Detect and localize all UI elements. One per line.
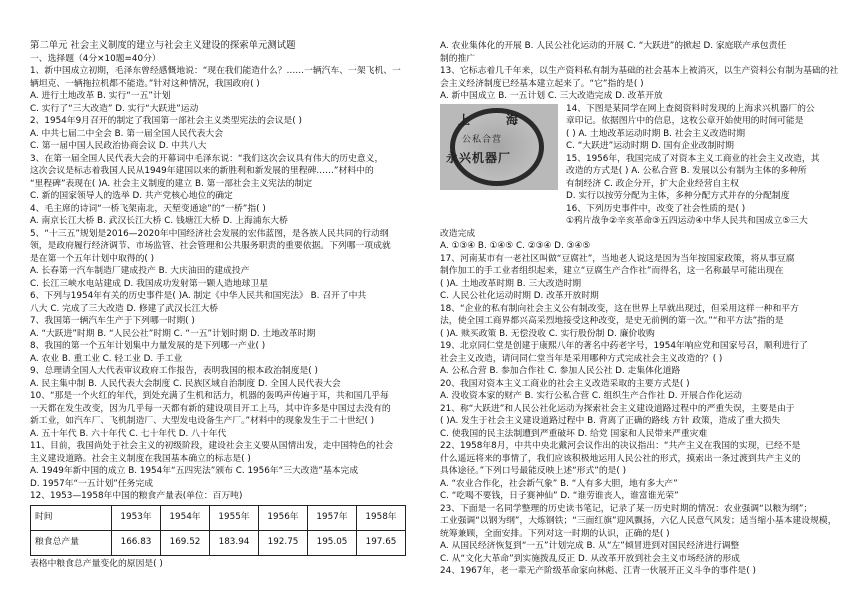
text-line: ( )A. 赎买政策 B. 无偿没收 C. 实行股份制 D. 廉价收购 bbox=[440, 328, 655, 339]
text-line: 10、“那是一个火红的年代，到处充满了生机和活力，机器的轰鸣声传遍于耳，共和国几乎每 bbox=[30, 391, 389, 401]
text-line: 16、下列历史事件中，改变了社会性质的是( ) bbox=[566, 203, 746, 214]
text-line: 11、目前，我国尚处于社会主义的初级阶段，建设社会主义要从国情出发，走中国特色的社会 bbox=[30, 441, 394, 451]
text-line: C. 使我国的民主法制遭到严重破坏 D. 给党 国家和人民带来严重灾难 bbox=[440, 428, 708, 439]
text-line: A. 没收资本家的财产 B. 实行公私合营 C. 组织生产合作社 D. 开展合作化运动 bbox=[440, 391, 742, 401]
text-line: 改造的方式是( ) A. 公私合营 B. 发展以公有制为主体的多种所 bbox=[566, 166, 807, 176]
text-line: 3、在第一届全国人民代表大会的开幕词中毛泽东说：“我们这次会议具有伟大的历史意义， bbox=[30, 153, 384, 164]
right-rest-text bbox=[440, 228, 838, 578]
text-line: A. 农业 B. 重工业 C. 轻工业 D. 手工业 bbox=[30, 353, 183, 364]
text-line: A. “大跃进”时期 B. “人民公社”时期 C. “一五”计划时期 D. 土地改革时期 bbox=[30, 328, 316, 339]
text-line: ( ) A. 土地改革运动时期 B. 社会主义改造时期 bbox=[566, 128, 746, 139]
table-value-cell: 192.75 bbox=[259, 530, 308, 555]
table-value-cell: 197.65 bbox=[357, 530, 406, 555]
right-top-text bbox=[440, 40, 838, 103]
seal-top-left-char: 上 bbox=[458, 112, 471, 127]
text-line: 6、下列与1954年有关的历史事件是( )A. 制定《中华人民共和国宪法》 B. 召开了中共 bbox=[30, 291, 367, 301]
table-year-cell: 1958年 bbox=[357, 505, 406, 530]
text-line: 新工业，如汽车厂、飞机制造厂、大型发电设备生产厂。”材料中的现象发生于二十世纪( ) bbox=[30, 416, 375, 426]
text-line: 17、河南某市有一老社区叫做“豆腐社”，当地老人说这是因为当年按国家政策，将从事豆腐 bbox=[440, 253, 795, 264]
text-line: 表格中粮食总产量变化的原因是( ) bbox=[30, 558, 163, 569]
text-line: 14、下图是某同学在网上查阅资料时发现的上海求兴机器厂的公 bbox=[566, 103, 815, 114]
text-line: 13、它标志着几千年来，以生产资料私有制为基础的社会基本上被消灭，以生产资料公有制为基础的社 bbox=[440, 66, 838, 76]
text-line: 2、1954年9月召开的制定了我国第一部社会主义类型宪法的会议是( ) bbox=[30, 116, 302, 126]
text-line: 这次会议是标志着我国人民从1949年建国以来的新胜利和新发展的里程碑……”材料中的 bbox=[30, 166, 374, 176]
text-line: 7、我国第一辆汽车生产于下列哪一时期( ) bbox=[30, 316, 195, 326]
text-line: 统筹兼顾，全面安排。下列对这一时期的认识，正确的是( ) bbox=[440, 528, 670, 539]
right-column bbox=[440, 40, 838, 578]
left-after-table-text bbox=[30, 558, 428, 571]
text-line: 1、新中国成立初期，毛泽东曾经感慨地说：“现在我们能造什么？……一辆汽车、一架飞机、一 bbox=[30, 66, 401, 76]
text-line: 12、1953—1958年中国的粮食产量表(单位：百万吨) bbox=[30, 491, 243, 501]
text-line: 工业强调“以钢为纲”，大炼钢铁；“三面红旗”迎风飘扬，六亿人民意气风发；适当缩小基本建设规模， bbox=[440, 516, 837, 526]
text-line: C. “吃喝不要钱，日子赛神仙” D. “谁劳谁丧人，谁富谁光荣” bbox=[440, 491, 679, 501]
text-line: A. 农业集体化的开展 B. 人民公社化运动的开展 C. “大跃进”的掀起 D. 家庭联产承包责任 bbox=[440, 41, 787, 51]
text-line: A. 民主集中制 B. 人民代表大会制度 C. 民族区域自治制度 D. 全国人民代表大会 bbox=[30, 378, 341, 389]
text-line: 21、称“大跃进”和人民公社化运动为探索社会主义建设道路过程中的严重失误，主要是由于 bbox=[440, 403, 795, 414]
table-value-cell: 195.05 bbox=[308, 530, 357, 555]
text-line: 主义建设道路。社会主义制度在我国基本确立的标志是( ) bbox=[30, 453, 251, 464]
text-line: 改造完成 bbox=[440, 228, 476, 239]
text-line: A. 南京长江大桥 B. 武汉长江大桥 C. 钱塘江大桥 D. 上海浦东大桥 bbox=[30, 216, 288, 226]
text-line: A. ①③④ B. ①④⑤ C. ②③④ D. ③④⑤ bbox=[440, 241, 591, 251]
seal-top-text bbox=[458, 114, 518, 127]
text-line: 5、“十三五”规划是2016—2020年中国经济社会发展的宏伟蓝图，是各族人民共同的行动纲 bbox=[30, 228, 389, 239]
text-line: C. 实行了“三大改造” D. 实行“大跃进”运动 bbox=[30, 103, 199, 114]
text-line: A. 公私合营 B. 参加合作社 C. 参加人民公社 D. 走集体化道路 bbox=[440, 366, 681, 376]
text-line: 有制经济 C. 政企分开，扩大企业经营自主权 bbox=[566, 178, 739, 189]
text-line: 会主义经济制度已经基本建立起来了。“它”指的是( ) bbox=[440, 78, 644, 89]
text-line: 4、毛主席的诗词“一桥飞架南北，天堑变通途”的“一桥”指( ) bbox=[30, 203, 266, 214]
text-line: 领，是政府履行经济调节、市场监管、社会管理和公共服务职责的重要依据。下列哪一项成就 bbox=[30, 241, 391, 251]
seal-middle-text: 公私合营 bbox=[462, 134, 503, 145]
table-value-cell: 183.94 bbox=[210, 530, 259, 555]
text-line: “里程碑”表现在( )A. 社会主义制度的建立 B. 第一部社会主义宪法的制定 bbox=[30, 178, 313, 189]
right-beside-seal-text bbox=[566, 103, 838, 228]
text-line: ( )A. 土地改革时期 B. 三大改造时期 bbox=[440, 278, 582, 289]
text-line: D. 1957年“一五计划”任务完成 bbox=[30, 478, 154, 489]
text-line: 9、总理请全国人大代表审议政府工作报告，表明我国的根本政治制度是( ) bbox=[30, 366, 318, 376]
seal-top-right-char: 海 bbox=[505, 112, 518, 127]
table-year-cell: 1957年 bbox=[308, 505, 357, 530]
text-line: ①鸦片战争②辛亥革命③五四运动④中华人民共和国成立⑤三大 bbox=[566, 216, 808, 226]
company-seal-image bbox=[440, 104, 558, 190]
text-line: 制作加工的手工业者组织起来，建立“豆腐生产合作社”而得名，这一名称最早可能出现在 bbox=[440, 266, 784, 276]
text-line: 什么遥远将来的事情了，我们应该积极地运用人民公社的形式，摸索出一条过渡到共产主义的 bbox=[440, 453, 801, 464]
text-line: ( )A. 发生于社会主义建设道路过程中 B. 背离了正确的路线 方针 政策，造成了重大损失 bbox=[440, 416, 781, 426]
left-column bbox=[30, 40, 428, 570]
text-line: 是在第一个五年计划中取得的( ) bbox=[30, 253, 155, 264]
text-line: 一、选择题（4分×10题=40分） bbox=[30, 53, 161, 64]
text-line: 章印记。依据图片中的信息，这枚公章开始使用的时间可能是 bbox=[566, 116, 804, 126]
text-line: A. 五十年代 B. 六十年代 C. 七十年代 D. 八十年代 bbox=[30, 428, 227, 439]
text-line: 第二单元 社会主义制度的建立与社会主义建设的探索单元测试题 bbox=[30, 40, 296, 51]
text-line: 23、下面是一名同学整理的历史读书笔记，记录了某一历史时期的情况：农业强调“以粮为纲”； bbox=[440, 503, 813, 514]
text-line: C. 新的国家领导人的选举 D. 共产党核心地位的确定 bbox=[30, 191, 233, 201]
text-line: 制的推广 bbox=[440, 53, 476, 64]
text-line: 八大 C. 完成了三大改造 D. 修建了武汉长江大桥 bbox=[30, 303, 219, 314]
text-line: 8、我国的第一个五年计划集中力量发展的是下列哪一产业( ) bbox=[30, 341, 266, 351]
text-line: 20、我国对资本主义工商业的社会主义改造采取的主要方式是( ) bbox=[440, 378, 690, 389]
table-year-cell: 1953年 bbox=[112, 505, 161, 530]
text-line: A. 长春第一汽车制造厂建成投产 B. 大庆油田的建成投产 bbox=[30, 266, 250, 276]
table-value-cell: 169.52 bbox=[161, 530, 210, 555]
seal-section bbox=[440, 103, 838, 228]
text-line: C. 第一届中国人民政治协商会议 D. 中共八大 bbox=[30, 141, 207, 151]
left-text-block bbox=[30, 40, 428, 503]
table-row-label: 粮食总产量 bbox=[31, 530, 112, 555]
text-line: A. 进行土地改革 B. 实行“一五”计划 bbox=[30, 91, 171, 101]
text-line: C. 从“文化大革命”到实施拨乱反正 D. 从改革开放到社会主义市场经济的形成 bbox=[440, 553, 740, 564]
table-row bbox=[31, 530, 406, 555]
grain-output-table bbox=[30, 505, 406, 556]
text-line: 18、“企业的私有制向社会主义公有制改变，这在世界上早就出现过，但采用这样一种和平方 bbox=[440, 303, 799, 314]
text-line: C. 长江三峡水电站建成 D. 我国成功发射第一颗人造地球卫星 bbox=[30, 278, 269, 289]
table-year-cell: 1955年 bbox=[210, 505, 259, 530]
text-line: A. 1949年新中国的成立 B. 1954年“五四宪法”颁布 C. 1956年“三大改造”基本完成 bbox=[30, 466, 359, 476]
text-line: D. 实行以按劳分配为主体，多种分配方式并存的分配制度 bbox=[566, 191, 790, 201]
table-year-cell: 1956年 bbox=[259, 505, 308, 530]
text-line: 15、1956年，我国完成了对资本主义工商业的社会主义改造，其 bbox=[566, 153, 820, 164]
text-line: A. 从国民经济恢复到“一五”计划完成 B. 从“左”倾冒进到对国民经济进行调整 bbox=[440, 541, 740, 551]
table-row bbox=[31, 505, 406, 530]
text-line: A. 中共七届二中全会 B. 第一届全国人民代表大会 bbox=[30, 128, 224, 139]
text-line: 24、1967年，老一辈无产阶级革命家向林彪、江青一伙展开正义斗争的事件是( ) bbox=[440, 566, 756, 576]
text-line: 法，使全国工商界都兴高采烈地接受这种改变，是史无前例的第一次。”“和平方法”指的是 bbox=[440, 316, 784, 326]
text-line: 辆坦克、一辆拖拉机都不能造。”针对这种情况，我国政府( ) bbox=[30, 78, 260, 89]
text-line: C. “大跃进”运动时期 D. 国有企业改制时期 bbox=[566, 141, 734, 151]
table-year-cell: 1954年 bbox=[161, 505, 210, 530]
text-line: 具体途径。”下列口号最能反映上述“形式”的是( ) bbox=[440, 466, 627, 476]
text-line: C. 人民公社化运动时期 D. 改革开放时期 bbox=[440, 291, 599, 301]
table-value-cell: 166.83 bbox=[112, 530, 161, 555]
text-line: 22、1958年8月，中共中央北戴河会议作出的决议指出：“共产主义在我国的实现，已经不是 bbox=[440, 441, 801, 451]
text-line: 一天都在发生改变，因为几乎每一天都有新的建设项目开工上马，其中许多是中国过去没有的 bbox=[30, 403, 391, 414]
text-line: 社会主义改造，请问同仁堂当年是采用哪种方式完成社会主义改造的？( ) bbox=[440, 353, 723, 364]
text-line: 19、北京同仁堂是创建于康熙八年的著名中药老字号，1954年响应党和国家号召，顺利进行了 bbox=[440, 341, 808, 351]
table-header-label: 时间 bbox=[31, 505, 112, 530]
text-line: A. “农业合作化，社会新气象” B. “人有多大胆，地有多大产” bbox=[440, 478, 678, 489]
text-line: A. 新中国成立 B. 一五计划 C. 三大改造完成 D. 改革开放 bbox=[440, 91, 663, 101]
seal-bottom-text: 永兴机器厂 bbox=[446, 150, 512, 165]
